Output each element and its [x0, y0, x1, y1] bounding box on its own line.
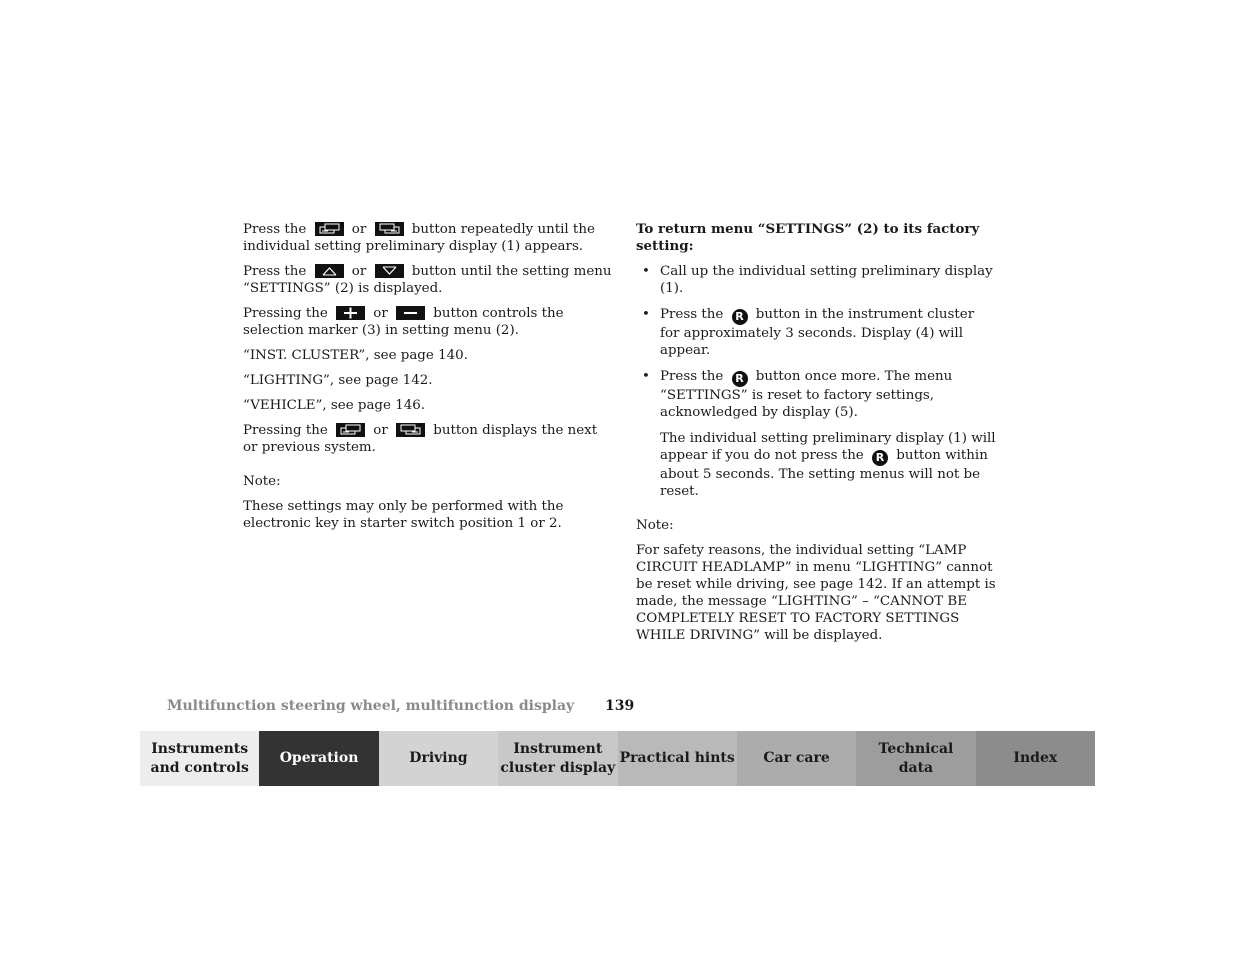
ref-inst-cluster: “INST. CLUSTER”, see page 140.	[243, 348, 468, 363]
note-label: Note:	[636, 518, 674, 533]
tab-instruments-and-controls[interactable]: Instruments and controls	[140, 731, 259, 786]
tab-index[interactable]: Index	[976, 731, 1095, 786]
tab-car-care[interactable]: Car care	[737, 731, 856, 786]
prev-display-icon	[396, 423, 425, 437]
list-item: • Press the R button once more. The menu “SETTINGS” is reset to factory settings, acknowledged by display (5).	[642, 369, 953, 420]
tab-technical-data[interactable]: Technical data	[856, 731, 975, 786]
up-arrow-icon	[315, 264, 344, 278]
left-column	[243, 221, 615, 540]
down-arrow-icon	[375, 264, 404, 278]
chapter-title: Multifunction steering wheel, multifunction display	[167, 698, 575, 714]
page-number: 139	[605, 698, 635, 714]
reset-button-icon: R	[732, 371, 748, 387]
instruction-next-display: Press the or button repeatedly until the individual setting preliminary display (1) appears.	[243, 222, 595, 254]
instruction-next-system: Pressing the or button displays the next or previous system.	[243, 423, 598, 455]
note-text: For safety reasons, the individual setting “LAMP CIRCUIT HEADLAMP” in menu “LIGHTING” cannot be reset while driving, see page 142. If an attempt is made, the message “LIGHTING” – “CANNOT BE COMPLETELY RESET TO FACTORY SETTINGS WHILE DRIVING” will be displayed.	[636, 543, 996, 643]
next-display-icon	[336, 423, 365, 437]
instruction-arrows: Press the or button until the setting menu “SETTINGS” (2) is displayed.	[243, 264, 612, 296]
ref-lighting: “LIGHTING”, see page 142.	[243, 373, 433, 388]
instruction-plus-minus: Pressing the or button controls the selection marker (3) in setting menu (2).	[243, 306, 564, 338]
reset-button-icon: R	[872, 450, 888, 466]
minus-icon	[396, 306, 425, 320]
ref-vehicle: “VEHICLE”, see page 146.	[243, 398, 426, 413]
timeout-paragraph: The individual setting preliminary display (1) will appear if you do not press the R button within about 5 seconds. The setting menus will not be reset.	[660, 431, 996, 499]
note-text: These settings may only be performed with the electronic key in starter switch position 1 or 2.	[243, 499, 564, 531]
section-tabs	[140, 731, 1095, 786]
note-label: Note:	[243, 474, 281, 489]
list-item: • Call up the individual setting preliminary display (1).	[642, 264, 993, 296]
tab-operation[interactable]: Operation	[259, 731, 378, 786]
tab-instrument-cluster-display[interactable]: Instrument cluster display	[498, 731, 617, 786]
prev-display-icon	[375, 222, 404, 236]
tab-driving[interactable]: Driving	[379, 731, 498, 786]
steps-list	[636, 263, 996, 421]
next-display-icon	[315, 222, 344, 236]
list-item: • Press the R button in the instrument cluster for approximately 3 seconds. Display (4) will appear.	[642, 307, 975, 358]
right-column	[636, 221, 996, 652]
plus-icon	[336, 306, 365, 320]
reset-button-icon: R	[732, 309, 748, 325]
tab-practical-hints[interactable]: Practical hints	[618, 731, 737, 786]
section-heading: To return menu “SETTINGS” (2) to its factory setting:	[636, 221, 980, 254]
